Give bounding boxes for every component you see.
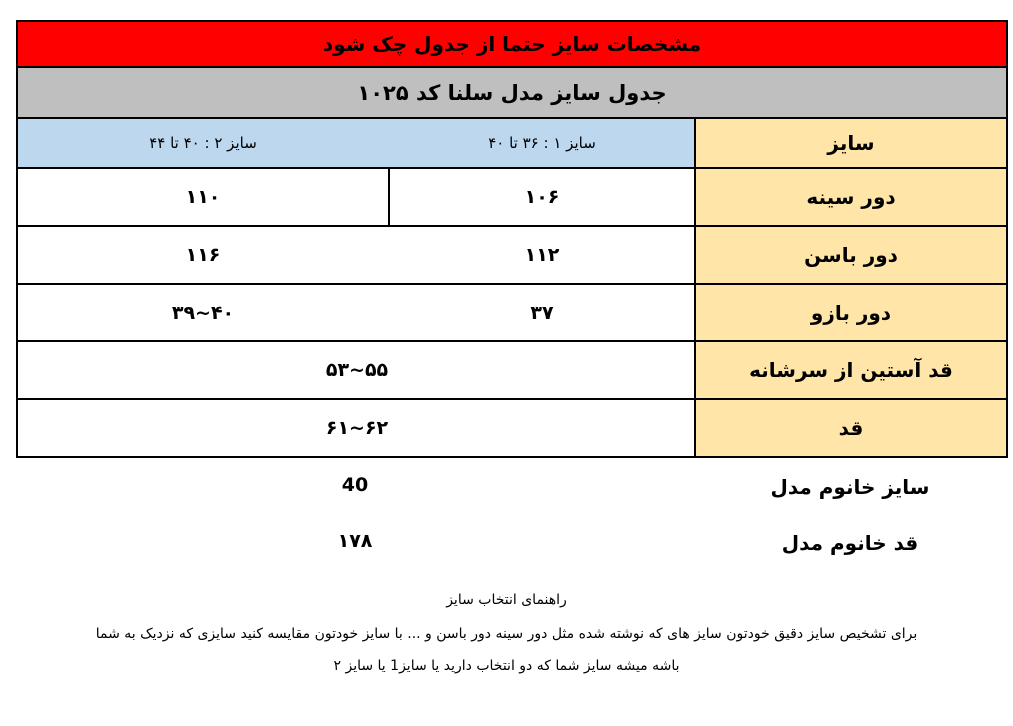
sleeve-value: ۵۳~۵۵ bbox=[325, 359, 389, 381]
guide-line-1: برای تشخیص سایز دقیق خودتون سایز های که نوشته شده مثل دور سینه دور باسن و ... با سایز خودتون مقایسه کنید سایزی که نزدیک به شما bbox=[95, 626, 918, 642]
warning-banner: مشخصات سایز حتما از جدول چک شود bbox=[16, 20, 1008, 68]
model-height-label: قد خانوم مدل bbox=[781, 531, 919, 555]
chest-label: دور سینه bbox=[694, 169, 1006, 225]
arm-size2: ۳۹~۴۰ bbox=[171, 301, 235, 324]
arm-label: دور بازو bbox=[694, 285, 1006, 340]
chest-size1: ۱۰۶ bbox=[524, 186, 560, 208]
model-size-value: 40 bbox=[341, 474, 369, 496]
model-size-label: سایز خانوم مدل bbox=[770, 475, 930, 499]
table-row-length bbox=[16, 400, 1008, 458]
length-value: ۶۱~۶۲ bbox=[325, 417, 389, 439]
model-height-value: ۱۷۸ bbox=[337, 530, 373, 552]
size1-header: سایز ۱ : ۳۶ تا ۴۰ bbox=[488, 134, 596, 152]
size-label: سایز bbox=[694, 119, 1006, 167]
length-label: قد bbox=[694, 400, 1006, 456]
hip-label: دور باسن bbox=[694, 227, 1006, 283]
chest-size2: ۱۱۰ bbox=[185, 186, 221, 208]
guide-title: راهنمای انتخاب سایز bbox=[446, 592, 567, 608]
table-row-hip bbox=[16, 227, 1008, 285]
hip-size1: ۱۱۲ bbox=[524, 244, 560, 266]
sleeve-label: قد آستین از سرشانه bbox=[694, 342, 1006, 398]
size-header-row bbox=[16, 119, 1008, 169]
size-columns-header bbox=[18, 119, 696, 167]
table-row-sleeve bbox=[16, 342, 1008, 400]
arm-size1: ۳۷ bbox=[530, 301, 554, 324]
table-row-arm bbox=[16, 285, 1008, 342]
size2-header: سایز ۲ : ۴۰ تا ۴۴ bbox=[149, 134, 257, 152]
hip-size2: ۱۱۶ bbox=[185, 244, 221, 266]
table-title: جدول سایز مدل سلنا کد ۱۰۲۵ bbox=[16, 68, 1008, 119]
guide-line-2: باشه میشه سایز شما که دو انتخاب دارید یا سایز1 یا سایز ۲ bbox=[333, 658, 680, 674]
table-row-chest bbox=[16, 169, 1008, 227]
